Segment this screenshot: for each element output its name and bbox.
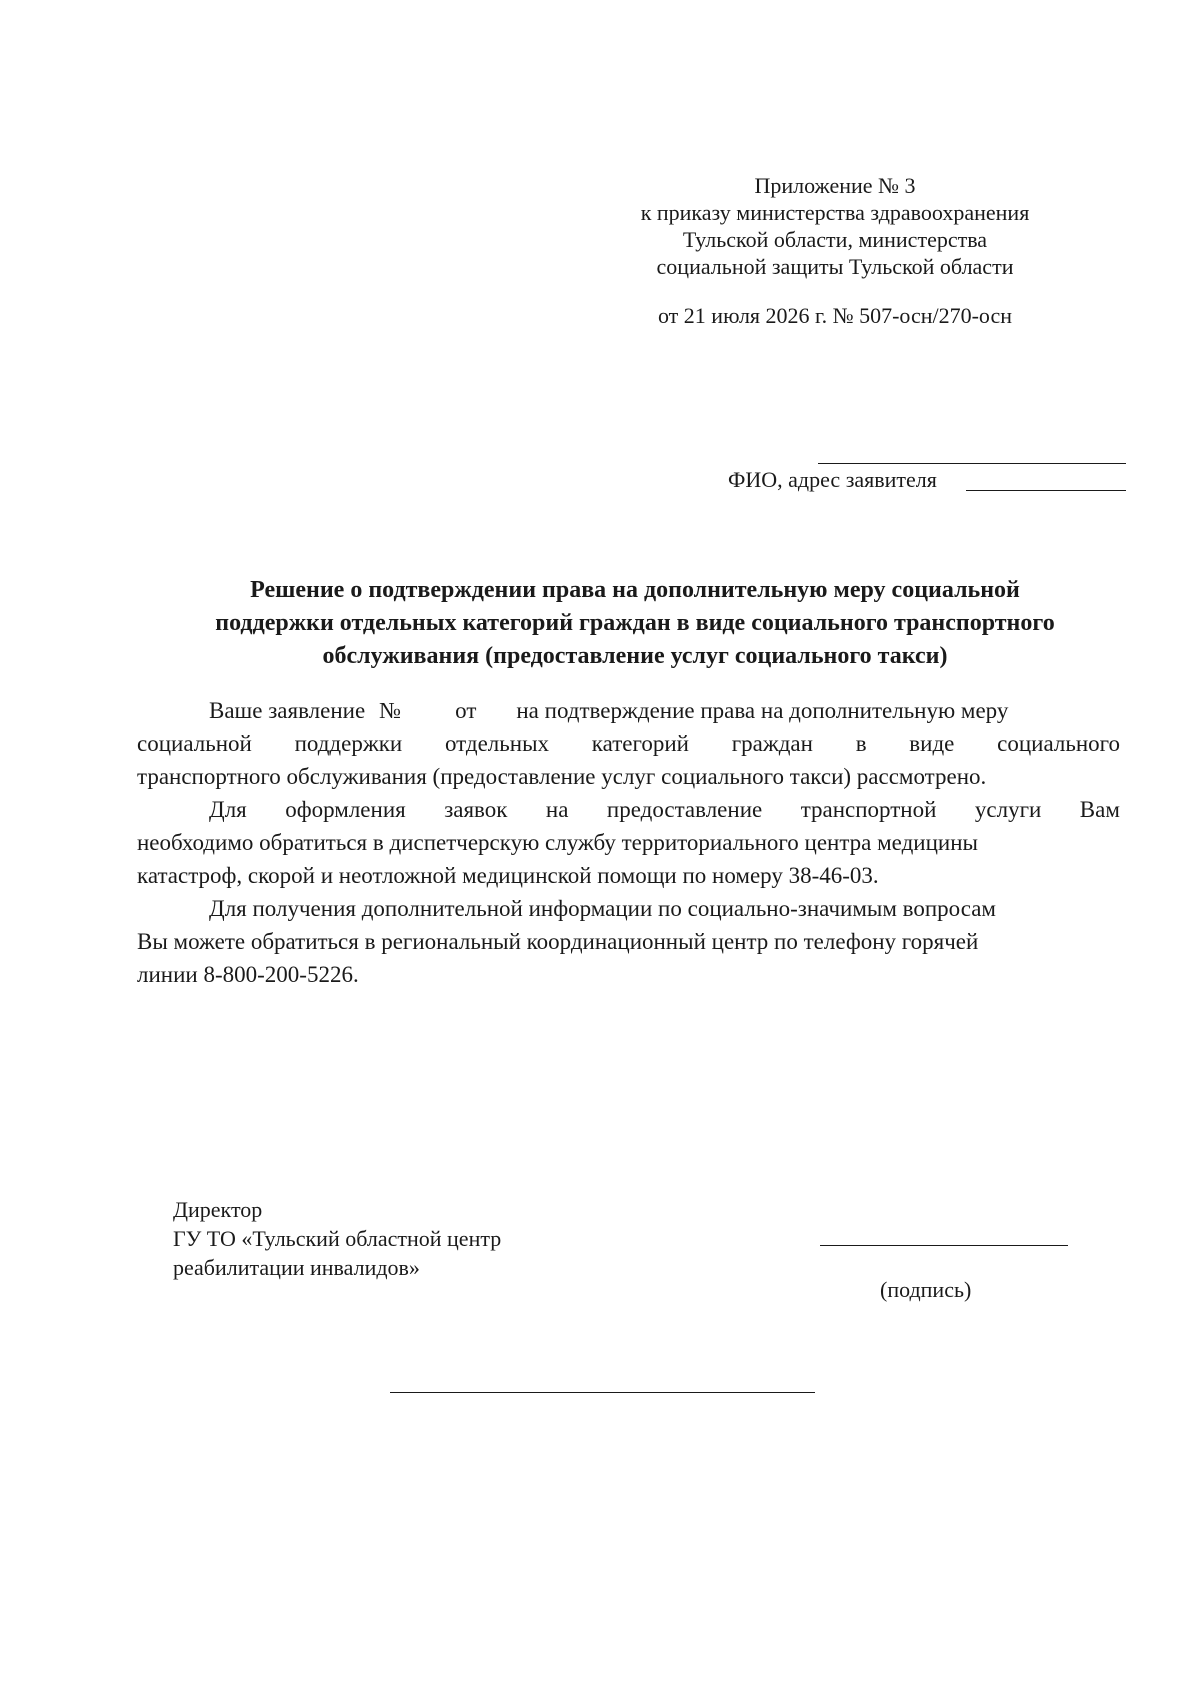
director-org-line-1: ГУ ТО «Тульский областной центр: [173, 1226, 502, 1251]
word: транспортной: [800, 797, 937, 822]
word: предоставление: [606, 797, 763, 822]
word: услуги: [974, 797, 1042, 822]
paragraph-3-line-1: Для получения дополнительной информации по социально-значимым вопросам: [209, 896, 996, 921]
decision-body: [137, 694, 1120, 991]
paragraph-2-line-3: катастроф, скорой и неотложной медицинской помощи по номеру 38-46-03.: [137, 863, 879, 888]
signature-line: [820, 1245, 1068, 1246]
paragraph-3-line-3: линии 8-800-200-5226.: [137, 962, 359, 987]
word: отдельных: [444, 731, 550, 756]
word: в: [855, 731, 867, 756]
p1-statement: Ваше заявление: [209, 698, 366, 723]
order-date: от 21 июля 2026 г. № 507-осн/270-осн: [657, 303, 1013, 328]
word: заявок: [444, 797, 508, 822]
word: на: [545, 797, 569, 822]
paragraph-2-line-2: необходимо обратиться в диспетчерскую службу территориального центра медицины: [137, 830, 978, 855]
paragraph-3-line-2: Вы можете обратиться в региональный координационный центр по телефону горячей: [137, 929, 979, 954]
applicant-address-line: [966, 490, 1126, 491]
paragraph-1-line-2: [137, 727, 1120, 760]
director-title: Директор: [173, 1197, 263, 1222]
word: социального: [997, 731, 1120, 756]
appendix-number: Приложение № 3: [754, 173, 916, 198]
word: Для: [209, 797, 247, 822]
title-line-2: поддержки отдельных категорий граждан в виде социального транспортного: [215, 610, 1055, 636]
p1-purpose: на подтверждение права на дополнительную меру: [516, 698, 1009, 723]
paragraph-1-line-3: транспортного обслуживания (предоставление услуг социального такси) рассмотрено.: [137, 764, 987, 789]
director-block: [173, 1195, 501, 1282]
signature-caption: (подпись): [880, 1277, 972, 1302]
paragraph-1-line-1: [137, 694, 1120, 727]
appendix-order-ref: к приказу министерства здравоохранения: [640, 200, 1030, 225]
word: социальной: [137, 731, 252, 756]
word: виде: [909, 731, 955, 756]
appendix-ministry: Тульской области, министерства: [682, 227, 988, 252]
title-line-3: обслуживания (предоставление услуг социального такси): [322, 643, 948, 669]
paragraph-2-line-1: [137, 793, 1120, 826]
applicant-name-line: [818, 463, 1126, 464]
word: граждан: [731, 731, 813, 756]
director-org-line-2: реабилитации инвалидов»: [173, 1255, 420, 1280]
word: поддержки: [294, 731, 403, 756]
appendix-header: [600, 172, 1070, 280]
applicant-label: ФИО, адрес заявителя: [728, 467, 937, 492]
appendix-ministry-social: социальной защиты Тульской области: [656, 254, 1014, 279]
word: категорий: [591, 731, 689, 756]
title-line-1: Решение о подтверждении права на дополнительную меру социальной: [250, 577, 1020, 603]
p1-number-sign: №: [379, 698, 402, 723]
p1-from: от: [455, 698, 477, 723]
decision-title: [130, 574, 1140, 673]
word: оформления: [285, 797, 406, 822]
bottom-divider-line: [390, 1392, 815, 1393]
word: Вам: [1079, 797, 1120, 822]
